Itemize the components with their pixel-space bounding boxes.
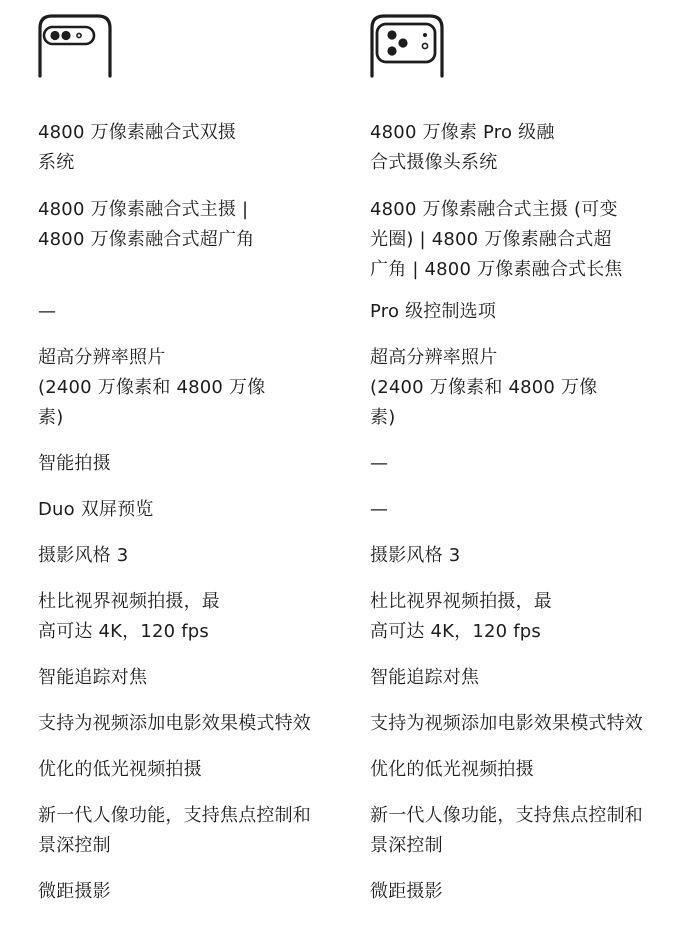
- spec-item: [370, 195, 623, 285]
- spec-line: 优化的低光视频拍摄: [370, 759, 534, 780]
- spec-item: [370, 755, 534, 785]
- spec-line: 景深控制: [370, 835, 443, 856]
- spec-item: [370, 343, 597, 433]
- spec-item: [370, 495, 388, 525]
- spec-item: [370, 449, 388, 479]
- spec-item: [38, 495, 154, 525]
- spec-line: 景深控制: [38, 835, 111, 856]
- spec-item: [370, 877, 443, 907]
- spec-item: [370, 709, 643, 739]
- spec-line: 智能追踪对焦: [370, 667, 480, 688]
- spec-line: 高可达 4K，120 fps: [38, 621, 209, 642]
- spec-line: 新一代人像功能，支持焦点控制和: [38, 805, 311, 826]
- spec-line: 合式摄像头系统: [370, 152, 498, 173]
- spec-line: 素): [370, 407, 396, 428]
- spec-line: Duo 双屏预览: [38, 499, 154, 520]
- spec-item: [38, 297, 56, 327]
- spec-line: 支持为视频添加电影效果模式特效: [370, 713, 643, 734]
- spec-line: 4800 万像素 Pro 级融: [370, 122, 555, 143]
- spec-line: 优化的低光视频拍摄: [38, 759, 202, 780]
- spec-line: 广角 | 4800 万像素融合式长焦: [370, 259, 623, 280]
- spec-item: [370, 587, 552, 647]
- spec-item: [38, 663, 147, 693]
- spec-line: 光圈) | 4800 万像素融合式超: [370, 229, 612, 250]
- spec-item: [38, 755, 202, 785]
- pro-triple-camera-icon: [370, 0, 670, 118]
- spec-line: 摄影风格 3: [370, 545, 461, 566]
- spec-item: [370, 118, 555, 178]
- spec-line: Pro 级控制选项: [370, 301, 497, 322]
- spec-line: —: [38, 301, 57, 322]
- spec-line: 支持为视频添加电影效果模式特效: [38, 713, 311, 734]
- spec-line: 智能拍摄: [38, 453, 111, 474]
- spec-line: 智能追踪对焦: [38, 667, 148, 688]
- spec-line: 超高分辨率照片: [370, 347, 498, 368]
- spec-line: 杜比视界视频拍摄，最: [370, 591, 552, 612]
- spec-line: 摄影风格 3: [38, 545, 129, 566]
- spec-line: 4800 万像素融合式主摄 (可变: [370, 199, 618, 220]
- spec-item: [370, 541, 460, 571]
- spec-item: [38, 541, 128, 571]
- spec-item: [38, 877, 111, 907]
- spec-item: [38, 449, 111, 479]
- spec-line: 杜比视界视频拍摄，最: [38, 591, 220, 612]
- spec-item: [38, 801, 311, 861]
- column-pro-camera: [370, 0, 670, 902]
- column-dual-camera: [38, 0, 338, 902]
- spec-item: [38, 343, 265, 433]
- spec-line: —: [370, 499, 389, 520]
- spec-line: 系统: [38, 152, 75, 173]
- spec-line: 4800 万像素融合式双摄: [38, 122, 237, 143]
- spec-line: 微距摄影: [370, 881, 443, 902]
- spec-item: [38, 195, 254, 255]
- spec-item: [38, 709, 311, 739]
- spec-line: 新一代人像功能，支持焦点控制和: [370, 805, 643, 826]
- spec-line: 超高分辨率照片: [38, 347, 166, 368]
- spec-item: [370, 663, 479, 693]
- spec-line: 高可达 4K，120 fps: [370, 621, 541, 642]
- spec-line: 素): [38, 407, 64, 428]
- spec-line: (2400 万像素和 4800 万像: [38, 377, 266, 398]
- spec-item: [38, 587, 220, 647]
- spec-item: [370, 297, 496, 327]
- spec-item: [38, 118, 236, 178]
- dual-camera-icon: [38, 0, 338, 118]
- spec-item: [370, 801, 643, 861]
- spec-line: (2400 万像素和 4800 万像: [370, 377, 598, 398]
- spec-line: —: [370, 453, 389, 474]
- spec-line: 4800 万像素融合式主摄 |: [38, 199, 249, 220]
- spec-line: 4800 万像素融合式超广角: [38, 229, 255, 250]
- spec-line: 微距摄影: [38, 881, 111, 902]
